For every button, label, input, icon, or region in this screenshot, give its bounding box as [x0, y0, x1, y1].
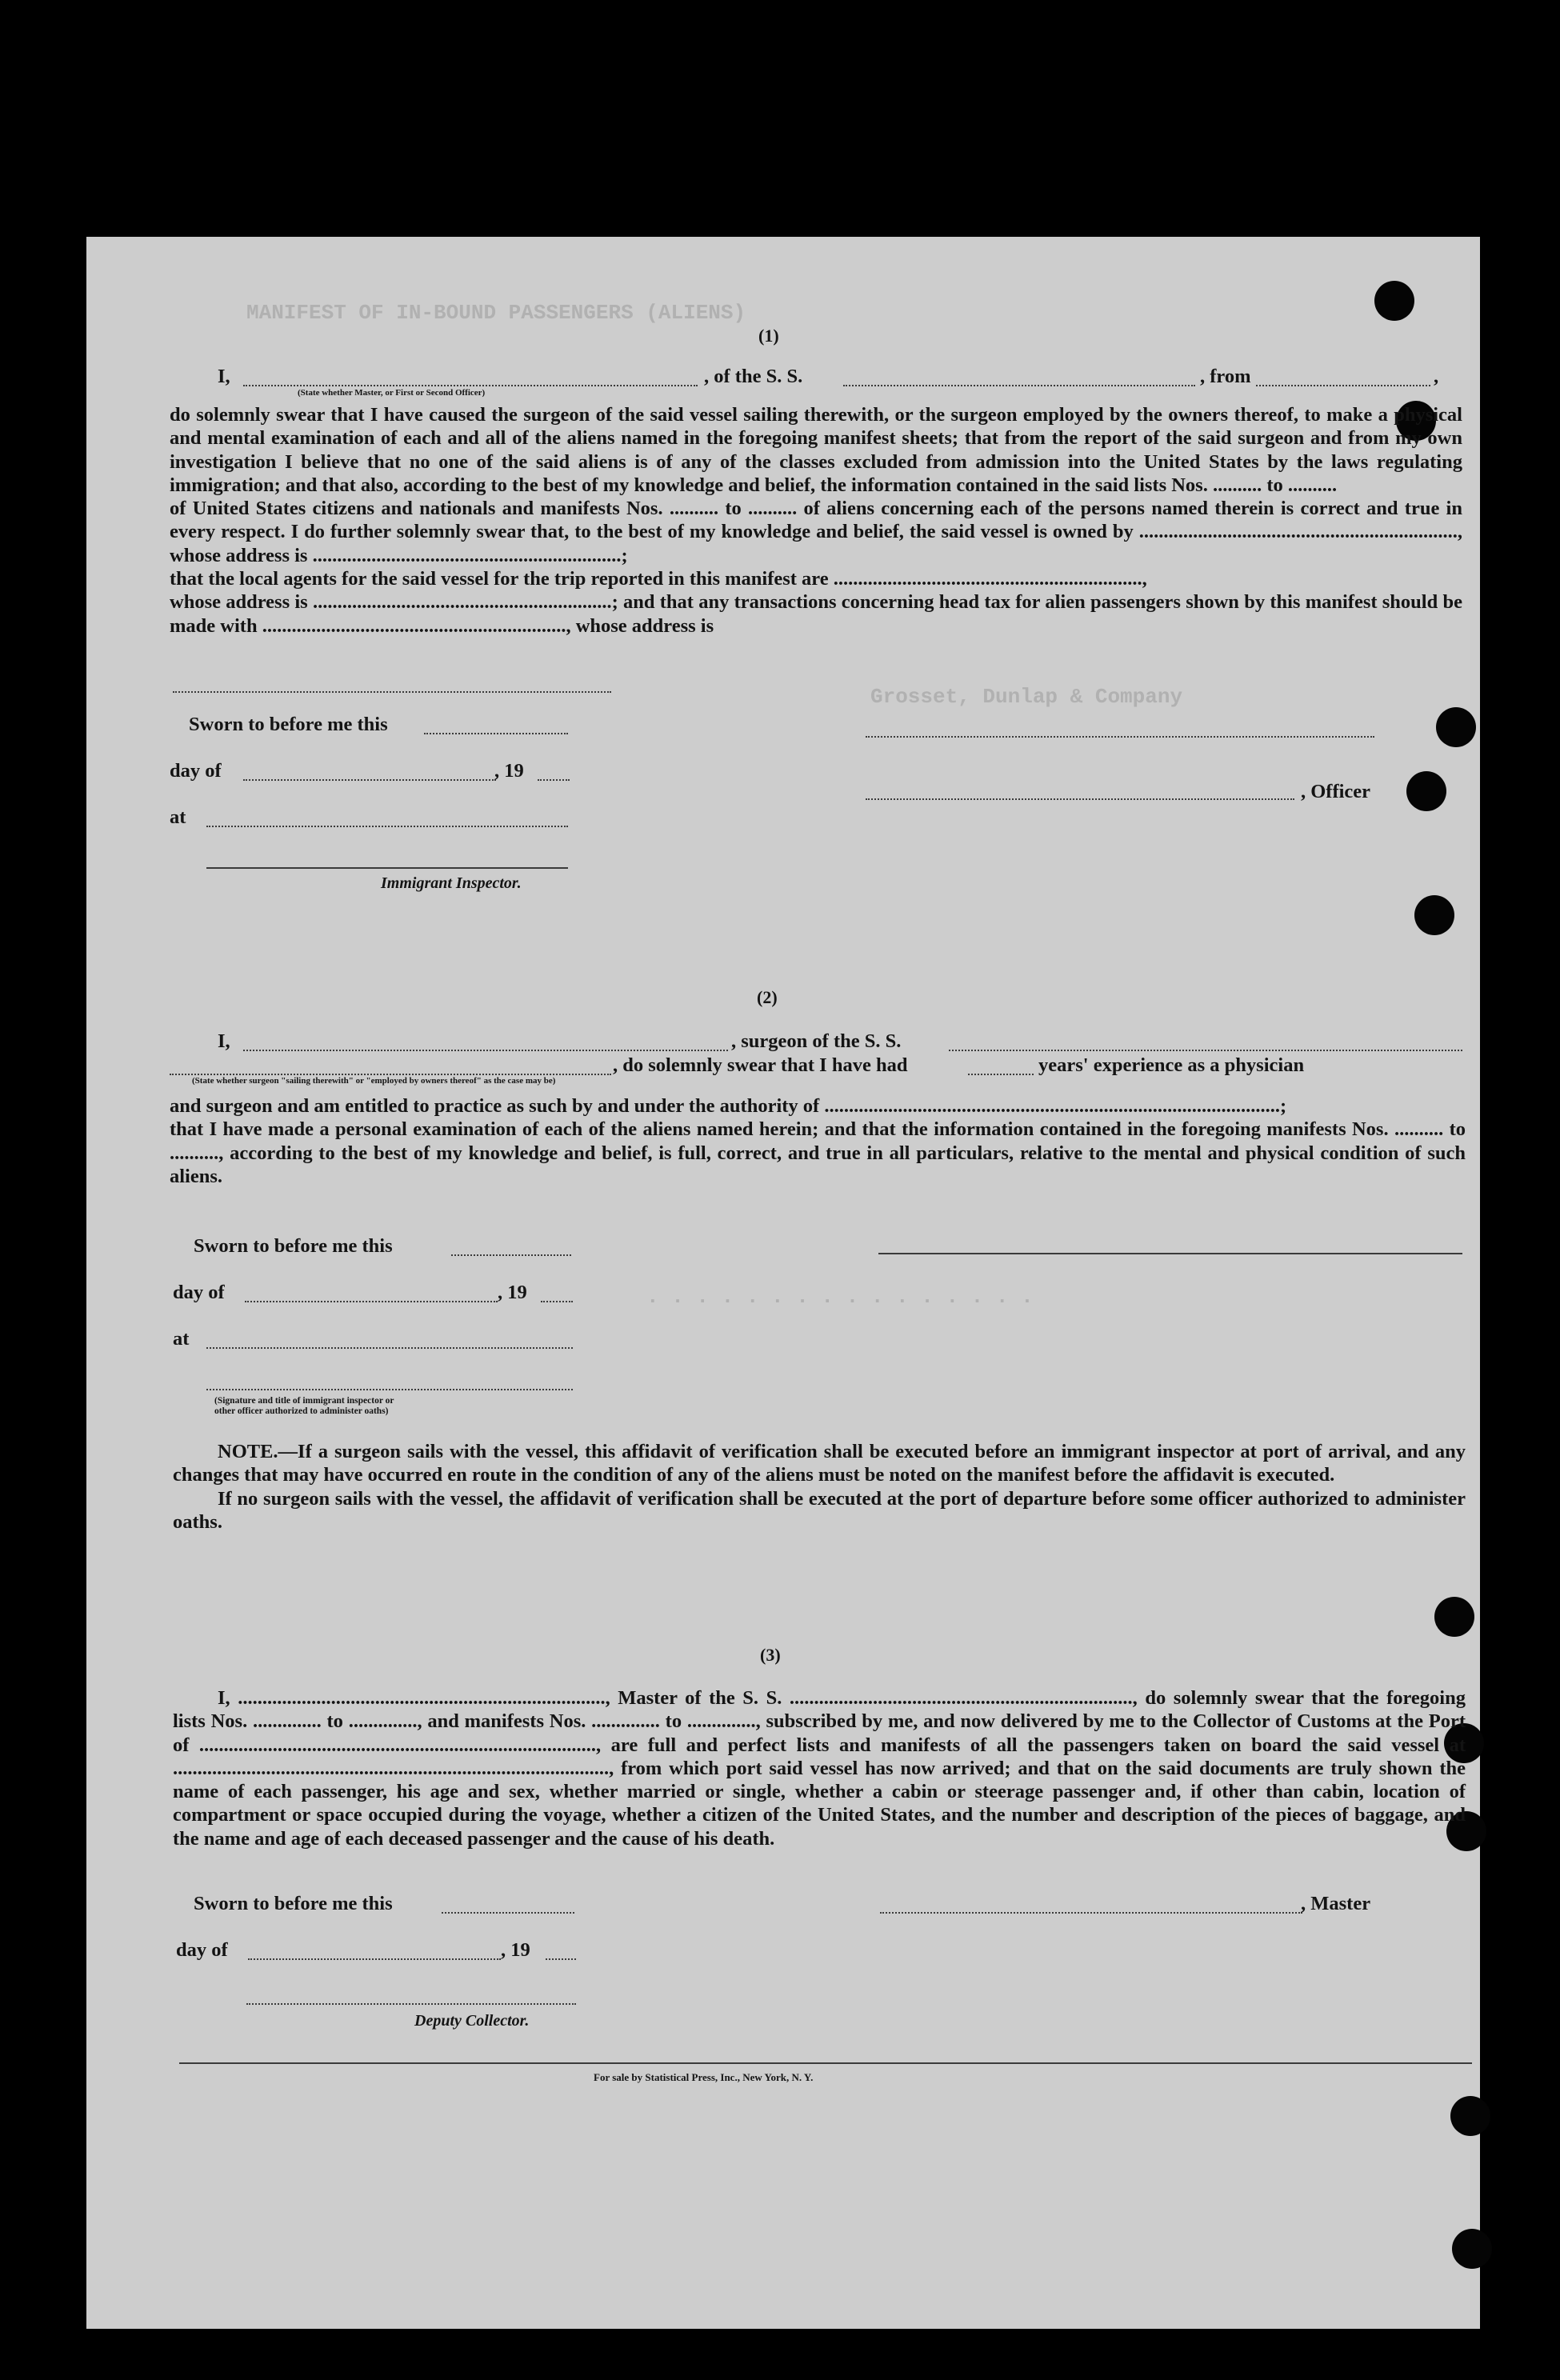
note-paragraph: NOTE.—If a surgeon sails with the vessel, this affidavit of verification shall be executed before an immigrant inspector at port of arrival, and any changes that may have occurred en route in the condition of any of the aliens must be noted on the manifest before the affidavit is executed. [173, 1441, 1466, 1486]
section-3-paragraph: I, ..........................................................................., Master of the S. S. ......................................................................, do solemnly swear that the foregoing lists Nos. .............. to .............., and manifests Nos. .............. to .............., subscribed by me, and now delivered by me to the Collector of Customs at the Port of ................................................................................., are full and perfect lists and manifests of all the passengers taken on board the said vessel at ........................................................................................., from which port said vessel has now arrived; and that on the said documents are truly shown the name of each passenger, his age and sex, whether married or single, whether a cabin or steerage passenger and, if other than cabin, location of compartment or space occupied during the voyage, whether a citizen of the United States, and the number and description of the pieces of baggage, and the name and age of each deceased passenger and the cause of his death. [173, 1687, 1466, 1850]
at-label: at [170, 806, 186, 828]
sworn-date-field[interactable] [451, 1254, 571, 1256]
section-1-paragraph: of United States citizens and nationals and manifests Nos. .......... to .......... of aliens concerning each of the persons named therein is correct and true in every respect. I do further solemnly swear that, to the best of my knowledge and belief, the said vessel is owned by ................................................................., whose address is ...............................................................; [170, 498, 1462, 566]
year-field[interactable] [546, 1958, 576, 1960]
deputy-signature-line[interactable] [246, 2003, 576, 2005]
section-1-paragraph: whose address is .............................................................; and that any transactions concerning head tax for alien passengers shown by this manifest should be made with .............................................................., whose address is [170, 591, 1462, 637]
years-experience-field[interactable] [968, 1074, 1034, 1075]
note-paragraph: If no surgeon sails with the vessel, the affidavit of verification shall be executed at the port of departure before some officer authorized to administer oaths. [173, 1487, 1466, 1533]
printer-footer: For sale by Statistical Press, Inc., New York, N. Y. [594, 2071, 814, 2083]
officer-signature-line[interactable] [206, 1389, 573, 1390]
footer-rule [179, 2062, 1472, 2064]
surgeon-status-field[interactable] [170, 1074, 611, 1075]
section-2-paragraph: and surgeon and am entitled to practice as such by and under the authority of .............................................................................................; [170, 1095, 1287, 1117]
month-field[interactable] [243, 779, 496, 781]
officer-line-1[interactable] [866, 736, 1374, 738]
bleed-through-text: . . . . . . . . . . . . . . . . [646, 1285, 1034, 1309]
year-label: , 19 [494, 760, 524, 782]
year-field[interactable] [541, 1301, 573, 1302]
section-1-intro-caption: (State whether Master, or First or Second Officer) [298, 388, 486, 398]
year-label: , 19 [501, 1939, 530, 1961]
day-of-label: day of [170, 760, 222, 782]
month-field[interactable] [245, 1301, 498, 1302]
manifest-affidavit-sheet [86, 237, 1480, 2329]
head-tax-address-field[interactable] [173, 691, 611, 693]
section-1-from: , from [1200, 366, 1251, 387]
punch-hole [1452, 2229, 1492, 2269]
section-3-oath-text [173, 1686, 1466, 1850]
day-of-label: day of [173, 1282, 225, 1303]
section-1-of-ss: , of the S. S. [704, 366, 803, 387]
punch-hole [1450, 2096, 1490, 2136]
sworn-date-field[interactable] [424, 733, 568, 734]
bleed-through-text: Grosset, Dunlap & Company [870, 685, 1183, 709]
section-2-oath-text [170, 1094, 1466, 1188]
section-1-intro-end: , [1434, 366, 1439, 387]
section-1-paragraph: that the local agents for the said vessel for the trip reported in this manifest are ..............................................................., [170, 568, 1147, 590]
punch-hole [1434, 1597, 1474, 1637]
punch-hole [1414, 895, 1454, 935]
section-2-paragraph: that I have made a personal examination of each of the aliens named herein; and that the information contained in the foregoing manifests Nos. .......... to .........., according to the best of my knowledge and belief, is full, correct, and true in all particulars, relative to the mental and physical condition of such aliens. [170, 1118, 1466, 1187]
sworn-label: Sworn to before me this [194, 1893, 393, 1914]
sworn-label: Sworn to before me this [194, 1235, 393, 1257]
master-signature-line[interactable] [880, 1912, 1302, 1914]
surgeon-name-field[interactable] [243, 1050, 728, 1051]
signature-caption: (Signature and title of immigrant inspector or [214, 1396, 394, 1406]
vessel-name-field[interactable] [843, 385, 1195, 386]
surgeon-signature-line[interactable] [878, 1253, 1462, 1254]
month-field[interactable] [248, 1958, 501, 1960]
bleed-through-text: MANIFEST OF IN-BOUND PASSENGERS (ALIENS) [246, 301, 746, 325]
section-1-oath-text [170, 403, 1462, 638]
surgeon-note [173, 1440, 1466, 1534]
section-2-swear: , do solemnly swear that I have had [613, 1054, 908, 1076]
year-label: , 19 [498, 1282, 527, 1303]
section-2-years: years' experience as a physician [1038, 1054, 1305, 1076]
day-of-label: day of [176, 1939, 228, 1961]
section-2-number: (2) [757, 987, 778, 1007]
rank-field[interactable] [243, 385, 698, 386]
section-1-intro-i: I, [218, 366, 230, 387]
immigrant-inspector-label: Immigrant Inspector. [381, 874, 522, 892]
officer-label: , Officer [1301, 781, 1371, 802]
punch-hole [1374, 281, 1414, 321]
place-field[interactable] [206, 826, 568, 827]
deputy-collector-label: Deputy Collector. [414, 2012, 530, 2030]
punch-hole [1406, 771, 1446, 811]
sworn-label: Sworn to before me this [189, 714, 388, 735]
inspector-signature-line[interactable] [206, 867, 568, 869]
master-label: , Master [1301, 1893, 1371, 1914]
surgeon-vessel-field[interactable] [949, 1050, 1462, 1051]
signature-caption: other officer authorized to administer oaths) [214, 1406, 389, 1416]
sworn-date-field[interactable] [442, 1912, 574, 1914]
place-field[interactable] [206, 1347, 573, 1349]
section-2-caption: (State whether surgeon "sailing therewith" or "employed by owners thereof" as the case may be) [192, 1076, 556, 1086]
section-2-surgeon-of-ss: , surgeon of the S. S. [731, 1030, 902, 1052]
section-3-number: (3) [760, 1645, 781, 1665]
section-1-number: (1) [758, 326, 779, 346]
section-2-i: I, [218, 1030, 230, 1052]
year-field[interactable] [538, 779, 570, 781]
from-port-field[interactable] [1256, 385, 1430, 386]
officer-signature-line[interactable] [866, 798, 1294, 800]
at-label: at [173, 1328, 190, 1350]
punch-hole [1436, 707, 1476, 747]
section-1-paragraph: do solemnly swear that I have caused the surgeon of the said vessel sailing therewith, or the surgeon employed by the owners thereof, to make a physical and mental examination of each and all of the aliens named in the foregoing manifest sheets; that from the report of the said surgeon and from my own investigation I believe that no one of the said aliens is of any of the classes excluded from admission into the United States by the laws regulating immigration; and that also, according to the best of my knowledge and belief, the information contained in the said lists Nos. .......... to .......... [170, 404, 1462, 496]
